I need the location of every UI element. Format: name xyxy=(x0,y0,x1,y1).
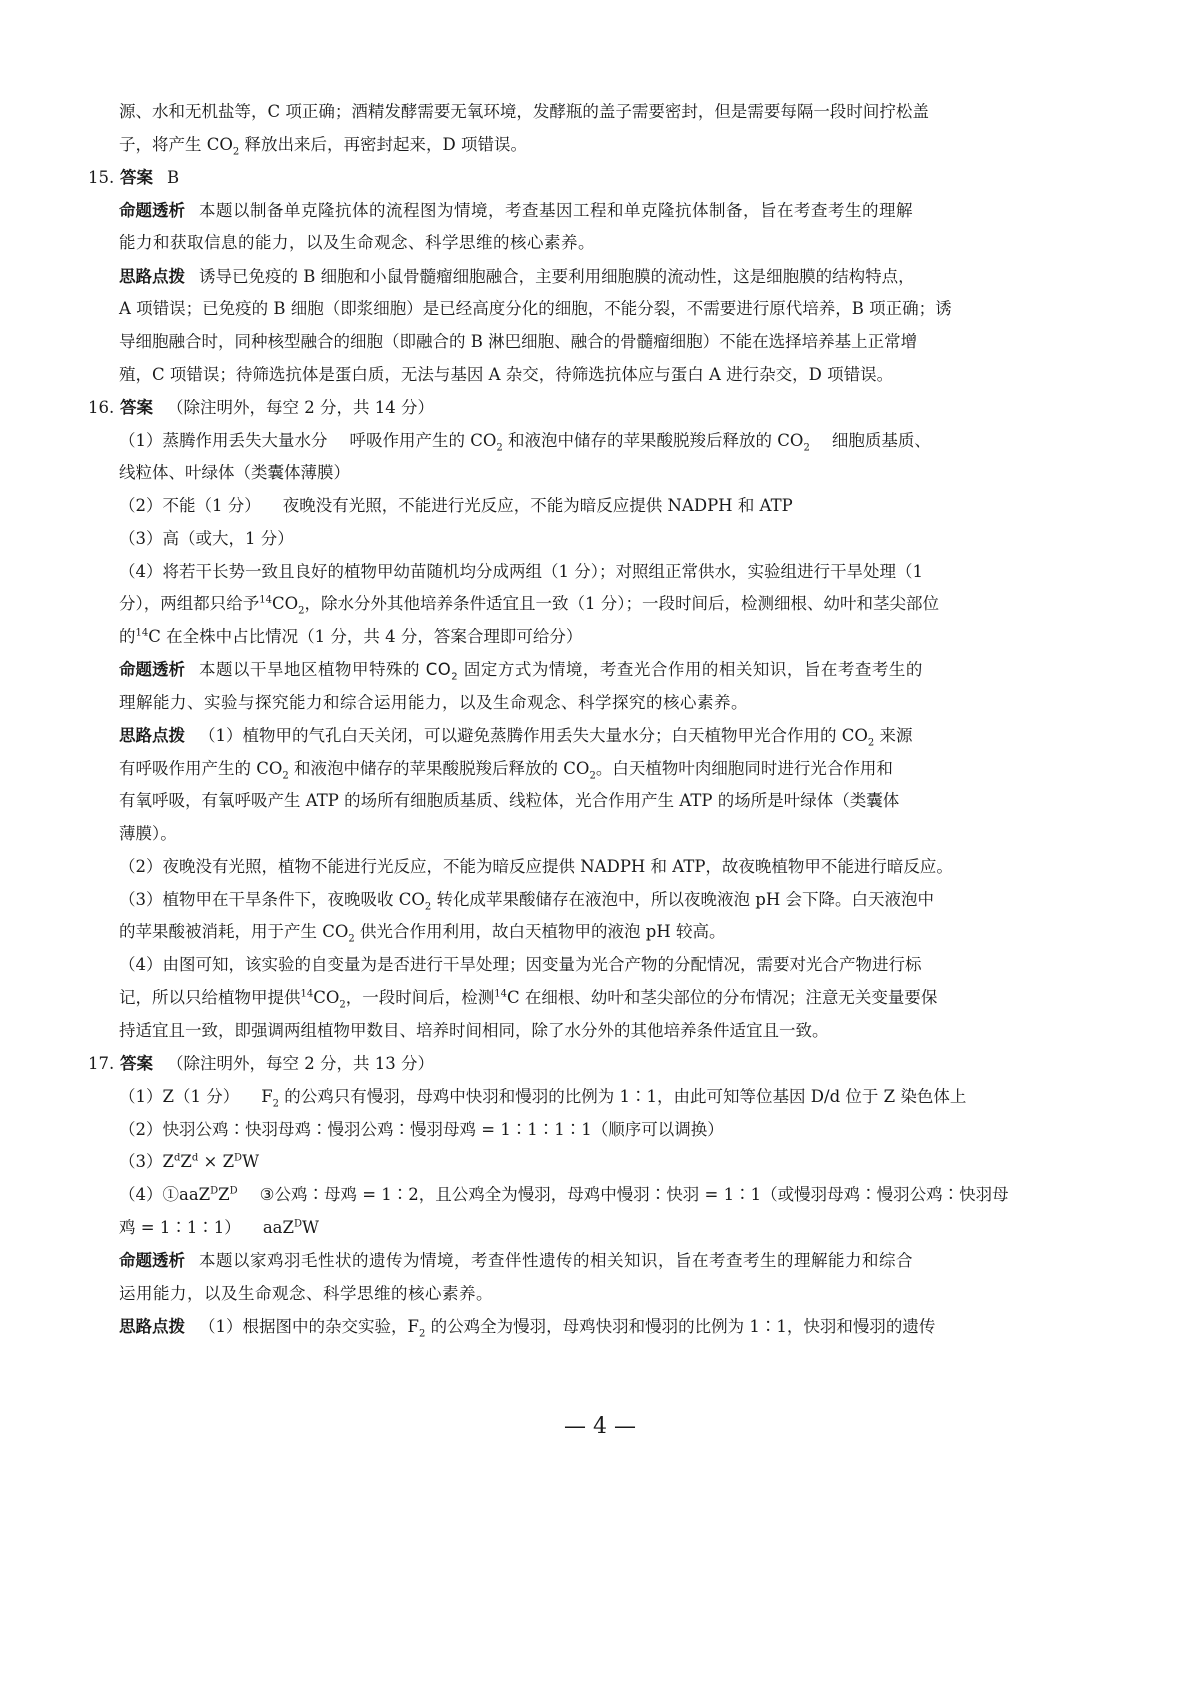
q16-answer-1-line-1: （1）蒸腾作用丢失大量水分 呼吸作用产生的 $CO_2$ 和液泡中储存的苹果酸脱羧后释放的 $CO_2$ 细胞质基质、 xyxy=(119,431,931,454)
q17-intent-line-1: 命题透析 本题以家鸡羽毛性状的遗传为情境，考查伴性遗传的相关知识，旨在考查考生的理解能力和综合 xyxy=(119,1251,913,1270)
q17-answer-line xyxy=(88,1053,948,1075)
q17-answer-4-line-2: 鸡 = 1∶1∶1） aaZ$^D$W xyxy=(119,1218,319,1237)
q15-intent-line-2: 能力和获取信息的能力，以及生命观念、科学思维的核心素养。 xyxy=(119,233,595,252)
q14-line-2: 子，将产生 $CO_2$ 释放出来后，再密封起来，D 项错误。 xyxy=(119,135,527,158)
q16-analysis-1-line-3: 有氧呼吸，有氧呼吸产生 ATP 的场所有细胞质基质、线粒体，光合作用产生 ATP 的场所是叶绿体（类囊体 xyxy=(119,791,900,810)
q16-analysis-1-line-1: 思路点拨 （1）植物甲的气孔白天关闭，可以避免蒸腾作用丢失大量水分；白天植物甲光合作用的 $CO_2$ 来源 xyxy=(119,726,913,749)
analysis-label: 思路点拨 xyxy=(119,726,185,745)
q16-analysis-1-line-2: 有呼吸作用产生的 $CO_2$ 和液泡中储存的苹果酸脱羧后释放的 $CO_2$。白天植物叶肉细胞同时进行光合作用和 xyxy=(119,759,893,782)
q16-answer-1-line-2: 线粒体、叶绿体（类囊体薄膜） xyxy=(119,463,350,482)
q16-analysis-3-line-1: （3）植物甲在干旱条件下，夜晚吸收 $CO_2$ 转化成苹果酸储存在液泡中，所以夜晚液泡 pH 会下降。白天液泡中 xyxy=(119,890,934,913)
page-number: — 4 — xyxy=(564,1414,636,1439)
q17-score-note: （除注明外，每空 2 分，共 13 分） xyxy=(167,1054,434,1073)
q17-number: 17. xyxy=(88,1054,115,1073)
q16-answer-line xyxy=(88,397,948,419)
q16-analysis-4-line-2: 记，所以只给植物甲提供$^{14}CO_2$，一段时间后，检测$^{14}$C 在细根、幼叶和茎尖部位的分布情况；注意无关变量要保 xyxy=(119,988,938,1011)
q16-answer-4-line-3: 的$^{14}$C 在全株中占比情况（1 分，共 4 分，答案合理即可给分） xyxy=(119,627,583,646)
q15-intent-line-1: 命题透析 本题以制备单克隆抗体的流程图为情境，考查基因工程和单克隆抗体制备，旨在考查考生的理解 xyxy=(119,201,913,220)
intent-label: 命题透析 xyxy=(119,201,185,220)
q17-answer-4-line-1: $(4)①aaZ^DZ^D$ ③公鸡∶母鸡 = 1∶2，且公鸡全为慢羽，母鸡中慢羽∶快羽 = 1∶1（或慢羽母鸡∶慢羽公鸡∶快羽母 xyxy=(119,1185,1009,1204)
q17-analysis-line-1: 思路点拨 （1）根据图中的杂交实验，$F_2$ 的公鸡全为慢羽，母鸡快羽和慢羽的比例为 1∶1，快羽和慢羽的遗传 xyxy=(119,1317,936,1340)
answer-label: 答案 xyxy=(120,1054,153,1073)
analysis-label: 思路点拨 xyxy=(119,267,185,286)
q15-analysis-line-3: 导细胞融合时，同种核型融合的细胞（即融合的 B 淋巴细胞、融合的骨髓瘤细胞）不能在选择培养基上正常增 xyxy=(119,332,918,351)
q17-answer-1: （1）Z（1 分） $F_2$ 的公鸡只有慢羽，母鸡中快羽和慢羽的比例为 1∶1，由此可知等位基因 D/d 位于 Z 染色体上 xyxy=(119,1087,967,1110)
answer-label: 答案 xyxy=(120,398,153,417)
q15-answer: B xyxy=(167,168,180,187)
analysis-label: 思路点拨 xyxy=(119,1317,185,1336)
q16-intent-line-1: 命题透析 本题以干旱地区植物甲特殊的 $CO_2$ 固定方式为情境，考查光合作用的相关知识，旨在考查考生的 xyxy=(119,660,923,683)
q15-analysis-line-1: 思路点拨 诱导已免疫的 B 细胞和小鼠骨髓瘤细胞融合，主要利用细胞膜的流动性，这是细胞膜的结构特点， xyxy=(119,267,915,286)
q16-intent-line-2: 理解能力、实验与探究能力和综合运用能力，以及生命观念、科学探究的核心素养。 xyxy=(119,693,748,712)
q15-number: 15. xyxy=(88,168,115,187)
q17-answer-2: （2）快羽公鸡∶快羽母鸡∶慢羽公鸡∶慢羽母鸡 = 1∶1∶1∶1（顺序可以调换） xyxy=(119,1120,724,1139)
q16-answer-2: （2）不能（1 分） 夜晚没有光照，不能进行光反应，不能为暗反应提供 NADPH 和 ATP xyxy=(119,496,793,515)
q16-analysis-3-line-2: 的苹果酸被消耗，用于产生 $CO_2$ 供光合作用利用，故白天植物甲的液泡 pH 较高。 xyxy=(119,922,726,945)
answer-label: 答案 xyxy=(120,168,153,187)
intent-label: 命题透析 xyxy=(119,660,185,679)
q16-analysis-4-line-3: 持适宜且一致，即强调两组植物甲数目、培养时间相同，除了水分外的其他培养条件适宜且一致。 xyxy=(119,1021,829,1040)
q16-answer-4-line-1: （4）将若干长势一致且良好的植物甲幼苗随机均分成两组（1 分）；对照组正常供水，实验组进行干旱处理（1 xyxy=(119,562,923,581)
q16-score-note: （除注明外，每空 2 分，共 14 分） xyxy=(167,398,434,417)
q16-analysis-2: （2）夜晚没有光照，植物不能进行光反应，不能为暗反应提供 NADPH 和 ATP，故夜晚植物甲不能进行暗反应。 xyxy=(119,857,953,876)
q16-analysis-1-line-4: 薄膜）。 xyxy=(119,824,177,843)
q14-line-1: 源、水和无机盐等，C 项正确；酒精发酵需要无氧环境，发酵瓶的盖子需要密封，但是需要每隔一段时间拧松盖 xyxy=(119,102,929,121)
q16-number: 16. xyxy=(88,398,115,417)
q17-answer-3: $(3)Z^dZ^d \times Z^DW$ xyxy=(119,1152,260,1171)
q16-answer-4-line-2: 分），两组都只给予$^{14}CO_2$，除水分外其他培养条件适宜且一致（1 分）；一段时间后，检测细根、幼叶和茎尖部位 xyxy=(119,594,940,617)
q17-intent-line-2: 运用能力，以及生命观念、科学思维的核心素养。 xyxy=(119,1284,493,1303)
q15-answer-line xyxy=(88,167,948,189)
intent-label: 命题透析 xyxy=(119,1251,185,1270)
q16-answer-3: （3）高（或大，1 分） xyxy=(119,529,294,548)
q16-analysis-4-line-1: （4）由图可知，该实验的自变量为是否进行干旱处理；因变量为光合产物的分配情况，需要对光合产物进行标 xyxy=(119,955,922,974)
q15-analysis-line-4: 殖，C 项错误；待筛选抗体是蛋白质，无法与基因 A 杂交，待筛选抗体应与蛋白 A 进行杂交，D 项错误。 xyxy=(119,365,894,384)
q15-analysis-line-2: A 项错误；已免疫的 B 细胞（即浆细胞）是已经高度分化的细胞，不能分裂，不需要进行原代培养，B 项正确；诱 xyxy=(119,299,952,318)
